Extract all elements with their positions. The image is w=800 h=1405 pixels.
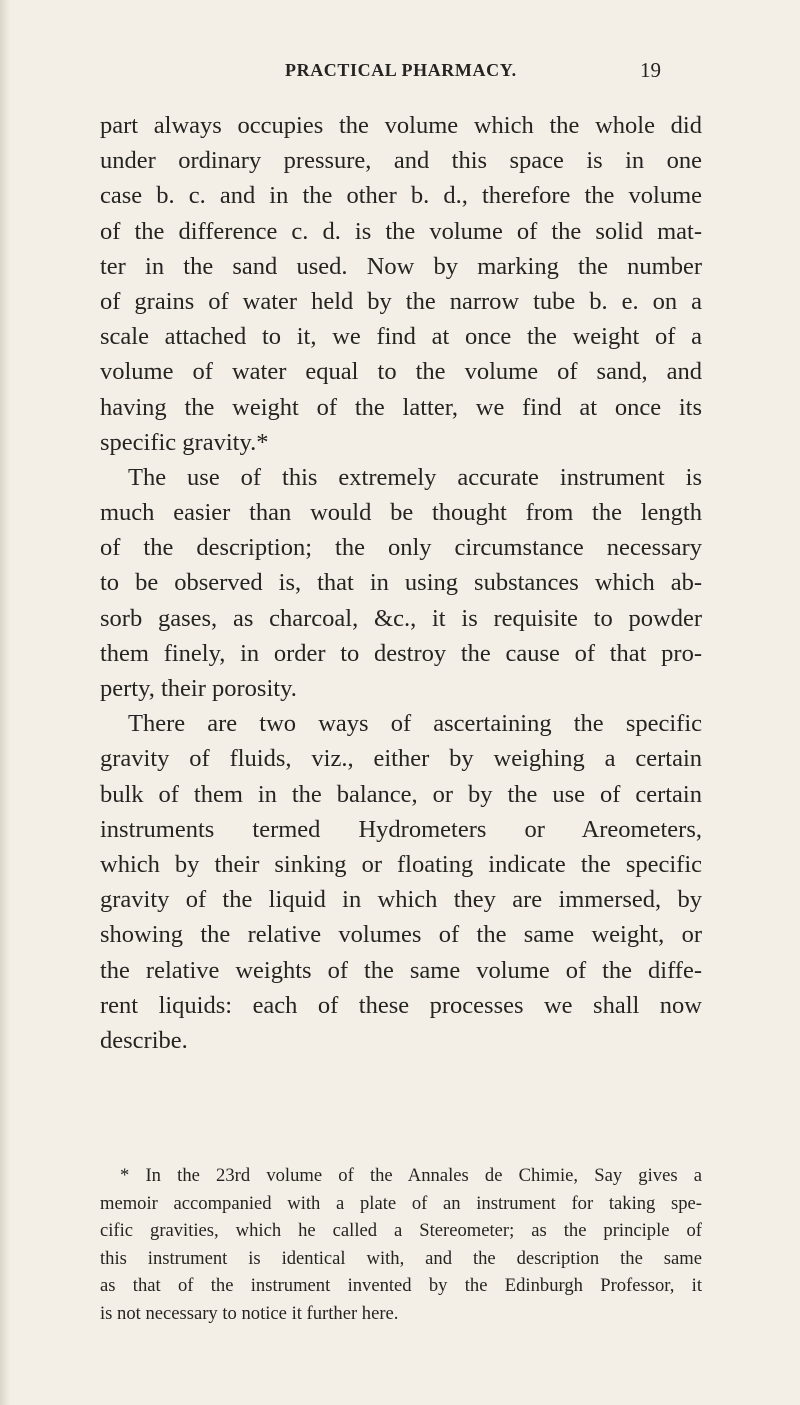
text-line: specific gravity.* (100, 428, 269, 456)
text-line: describe. (100, 1026, 188, 1054)
text-line: gravity of the liquid in which they are immersed, by (100, 886, 702, 914)
paragraph-start-line: There are two ways of ascertaining the specific (128, 710, 702, 738)
text-line: having the weight of the latter, we find at once its (100, 393, 702, 421)
text-line: perty, their porosity. (100, 675, 297, 702)
text-line: instruments termed Hydrometers or Areometers, (100, 815, 702, 843)
text-line: bulk of them in the balance, or by the use of certain (100, 780, 702, 808)
text-line: which by their sinking or floating indicate the specific (100, 850, 702, 878)
footnote-line: memoir accompanied with a plate of an instrument for taking spe- (100, 1192, 702, 1214)
text-line: part always occupies the volume which the whole did (100, 112, 702, 139)
text-line: of the description; the only circumstance necessary (100, 534, 702, 562)
page-number: 19 (640, 58, 661, 82)
footnote-line: * In the 23rd volume of the Annales de Chimie, Say gives a (120, 1165, 702, 1186)
text-line: of grains of water held by the narrow tube b. e. on a (100, 287, 702, 315)
paragraph-start-line: The use of this extremely accurate instrument is (128, 463, 702, 491)
page-header (0, 60, 800, 88)
text-line: volume of water equal to the volume of sand, and (100, 358, 702, 386)
page-gutter-shadow (0, 0, 10, 1405)
text-line: much easier than would be thought from the length (100, 499, 702, 527)
text-line: rent liquids: each of these processes we shall now (100, 991, 702, 1019)
footnote-line: as that of the instrument invented by the Edinburgh Professor, it (100, 1275, 702, 1296)
text-line: case b. c. and in the other b. d., therefore the volume (100, 182, 702, 210)
text-line: them finely, in order to destroy the cause of that pro- (100, 639, 702, 667)
text-line: the relative weights of the same volume of the diffe- (100, 956, 702, 984)
text-line: ter in the sand used. Now by marking the number (100, 252, 702, 280)
text-line: scale attached to it, we find at once the weight of a (100, 323, 702, 351)
body-text (100, 108, 702, 1058)
text-line: gravity of fluids, viz., either by weighing a certain (100, 745, 702, 773)
footnote-line: cific gravities, which he called a Stereometer; as the principle of (100, 1220, 702, 1241)
footnote (100, 1162, 702, 1327)
text-line: to be observed is, that in using substances which ab- (100, 569, 702, 597)
text-line: of the difference c. d. is the volume of the solid mat- (100, 217, 702, 245)
text-line: sorb gases, as charcoal, &c., it is requisite to powder (100, 604, 702, 632)
running-head: PRACTICAL PHARMACY. (285, 60, 517, 80)
text-line: under ordinary pressure, and this space is in one (100, 147, 702, 175)
text-line: showing the relative volumes of the same weight, or (100, 921, 702, 949)
footnote-line: this instrument is identical with, and the description the same (100, 1247, 702, 1269)
footnote-line: is not necessary to notice it further here. (100, 1302, 399, 1324)
